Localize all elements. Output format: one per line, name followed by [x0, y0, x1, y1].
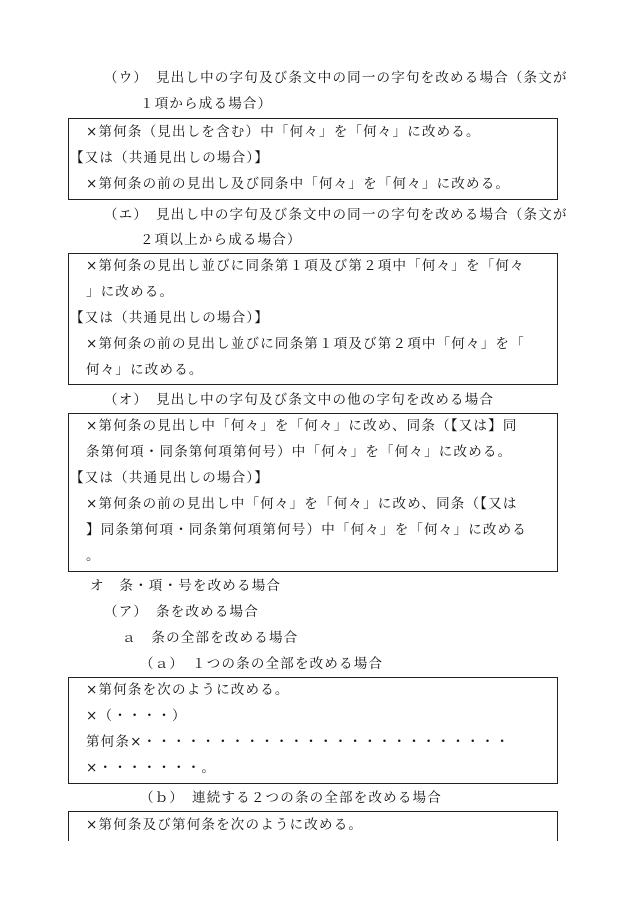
box-a1-line4: ×・・・・・・・。: [86, 760, 217, 776]
box-o-line4: ×第何条の前の見出し中「何々」を「何々」に改め、同条（【又は: [86, 496, 518, 512]
heading-o2: オ 条・項・号を改める場合: [90, 578, 282, 594]
box-e-line2: 」に改める。: [86, 284, 175, 300]
box-u-line1: ×第何条（見出しを含む）中「何々」を「何々」に改める。: [86, 124, 481, 140]
box-a1-line2: ×（・・・・）: [86, 708, 187, 724]
heading-a-sub: ａ 条の全部を改める場合: [122, 630, 299, 646]
box-u-line2: 【又は（共通見出しの場合）】: [70, 150, 270, 166]
box-a1-line1: ×第何条を次のように改める。: [86, 682, 290, 698]
heading-e-line1: （エ） 見出し中の字句及び条文中の同一の字句を改める場合（条文が: [104, 207, 568, 223]
heading-a1: （ａ） １つの条の全部を改める場合: [140, 656, 384, 672]
heading-u-line2: １項から成る場合）: [140, 96, 273, 112]
heading-o: （オ） 見出し中の字句及び条文中の他の字句を改める場合: [104, 392, 495, 408]
box-e-line1: ×第何条の見出し並びに同条第１項及び第２項中「何々」を「何々: [86, 258, 525, 274]
box-b1-line1: ×第何条及び第何条を次のように改める。: [86, 817, 364, 833]
box-e-line5: 何々」に改める。: [86, 362, 204, 378]
box-o-line6: 。: [86, 548, 101, 564]
box-a1-line3: 第何条×・・・・・・・・・・・・・・・・・・・・・・・・・: [86, 734, 511, 750]
box-u-line3: ×第何条の前の見出し及び同条中「何々」を「何々」に改める。: [86, 176, 511, 192]
box-o: [68, 413, 558, 572]
heading-e-line2: ２項以上から成る場合）: [140, 232, 302, 248]
box-e-line3: 【又は（共通見出しの場合）】: [70, 310, 270, 326]
heading-a: （ア） 条を改める場合: [104, 604, 259, 620]
box-o-line1: ×第何条の見出し中「何々」を「何々」に改め、同条（【又は】同: [86, 418, 518, 434]
heading-b1: （ｂ） 連続する２つの条の全部を改める場合: [140, 790, 442, 806]
box-o-line5: 】同条第何項・同条第何項第何号）中「何々」を「何々」に改める: [86, 522, 527, 538]
heading-u-line1: （ウ） 見出し中の字句及び条文中の同一の字句を改める場合（条文が: [104, 70, 568, 86]
box-o-line2: 条第何項・同条第何項第何号）中「何々」を「何々」に改める。: [86, 444, 513, 460]
box-o-line3: 【又は（共通見出しの場合）】: [70, 470, 270, 486]
box-e-line4: ×第何条の前の見出し並びに同条第１項及び第２項中「何々」を「: [86, 336, 525, 352]
